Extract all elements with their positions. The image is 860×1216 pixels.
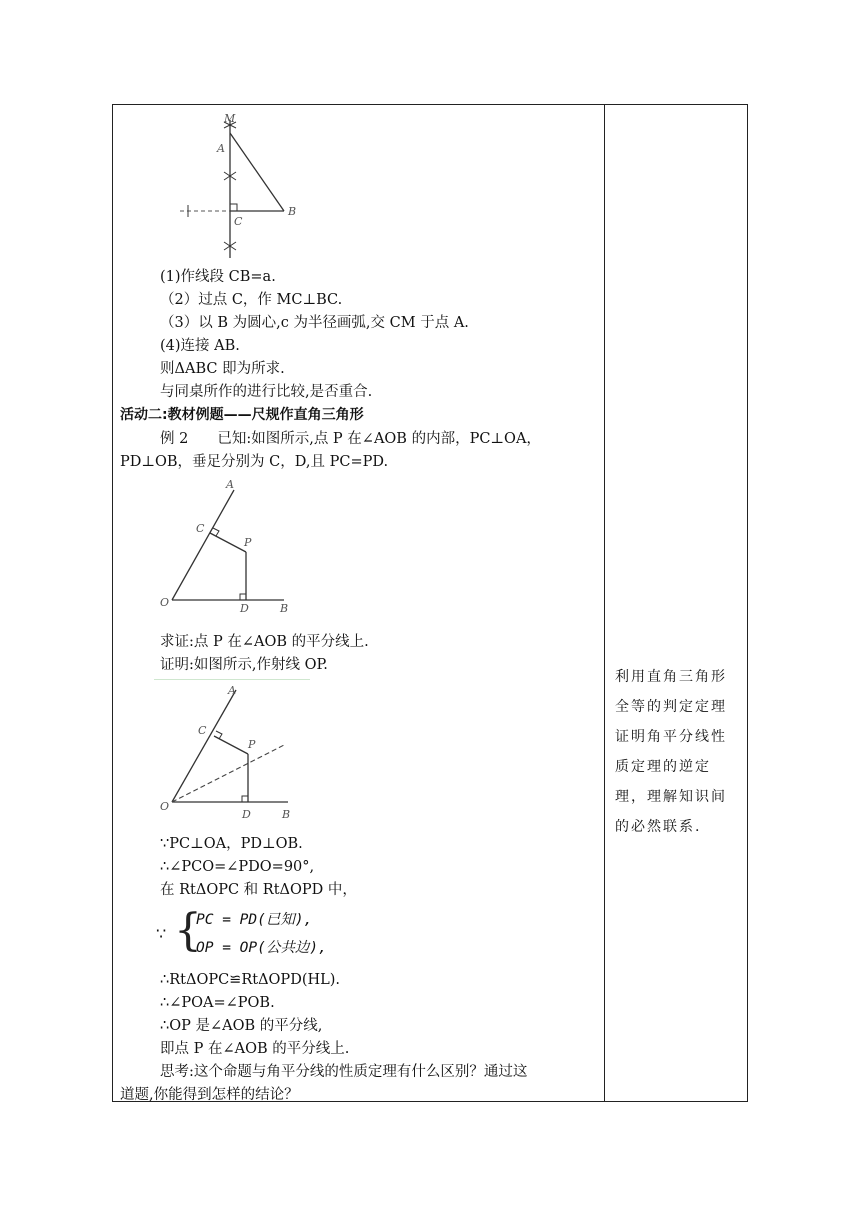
think-line-2: 道题,你能得到怎样的结论？: [120, 1087, 299, 1103]
note-line: 理，理解知识间: [615, 789, 727, 805]
proof-start: 证明:如图所示,作射线 OP.: [160, 657, 328, 673]
figure-right-triangle-construction: [172, 108, 372, 258]
note-line: 证明角平分线性: [615, 729, 727, 745]
note-cell: [605, 104, 748, 1102]
content-cell: [112, 104, 604, 1102]
proof-line-7: 即点 P 在∠AOB 的平分线上.: [160, 1041, 350, 1057]
step-5: 则ΔABC 即为所求.: [160, 361, 285, 377]
fig1-label: M: [224, 112, 236, 125]
note-line: 的必然联系.: [615, 819, 702, 835]
proof-line-2: ∴∠PCO=∠PDO=90°,: [160, 859, 315, 875]
proof-line-6: ∴OP 是∠AOB 的平分线,: [160, 1018, 323, 1034]
fig3-label: O: [160, 800, 170, 813]
left-brace: {: [174, 905, 202, 956]
fig2-label: C: [196, 522, 205, 535]
fig3-label: C: [198, 724, 207, 737]
fig2-label: B: [280, 602, 289, 615]
figure-angle-aob-with-ray: [152, 684, 382, 824]
fig1-label: A: [217, 142, 225, 155]
brace-row-2: OP = OP(公共边),: [196, 940, 327, 956]
fig3-label: A: [228, 684, 236, 697]
prove-claim: 求证:点 P 在∠AOB 的平分线上.: [160, 634, 369, 650]
fig2-label: D: [240, 602, 249, 615]
figure-angle-aob: [152, 476, 372, 616]
step-3: （3）以 B 为圆心,c 为半径画弧,交 CM 于点 A.: [160, 315, 469, 331]
proof-brace-system: [156, 904, 556, 966]
faint-rule: [154, 679, 310, 680]
proof-line-3: 在 RtΔOPC 和 RtΔOPD 中，: [160, 882, 357, 898]
step-2: （2）过点 C，作 MC⊥BC.: [160, 292, 343, 308]
fig2-label: O: [160, 596, 170, 609]
note-line: 质定理的逆定: [615, 759, 711, 775]
example-line-1: 例 2 已知:如图所示,点 P 在∠AOB 的内部，PC⊥OA，: [160, 431, 541, 447]
fig1-label: B: [288, 205, 297, 218]
fig2-label: P: [244, 536, 252, 549]
fig3-label: D: [242, 808, 251, 821]
proof-line-1: ∵PC⊥OA，PD⊥OB.: [160, 836, 303, 852]
proof-line-5: ∴∠POA=∠POB.: [160, 995, 275, 1011]
example-line-2: PD⊥OB，垂足分别为 C，D,且 PC=PD.: [120, 454, 389, 470]
fig3-label: P: [248, 738, 256, 751]
note-line: 全等的判定定理: [615, 699, 727, 715]
activity-two-heading: 活动二:教材例题——尺规作直角三角形: [120, 407, 364, 423]
step-4: (4)连接 AB.: [160, 338, 240, 354]
note-line: 利用直角三角形: [615, 669, 727, 685]
fig3-label: B: [282, 808, 291, 821]
step-1: (1)作线段 CB=a.: [160, 269, 276, 285]
brace-row-1: PC = PD(已知),: [196, 912, 313, 928]
proof-line-4: ∴RtΔOPC≌RtΔOPD(HL).: [160, 972, 341, 988]
because-symbol: ∵: [156, 924, 167, 943]
think-line-1: 思考:这个命题与角平分线的性质定理有什么区别？通过这: [160, 1064, 528, 1080]
fig2-label: A: [226, 478, 234, 491]
fig1-label: C: [234, 215, 243, 228]
step-6: 与同桌所作的进行比较,是否重合.: [160, 384, 373, 400]
